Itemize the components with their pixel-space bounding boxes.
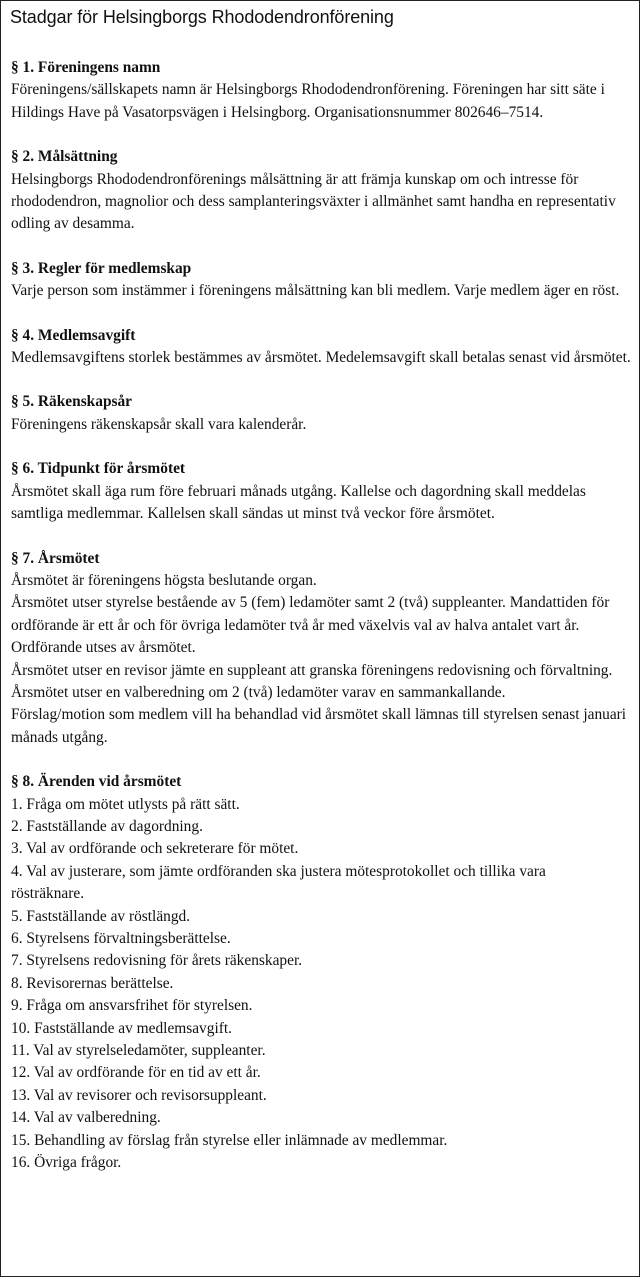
section-paragraph: Helsingborgs Rhododendronförenings målsättning är att främja kunskap om och intresse för rhododendron, magnolior och dess samplanteringsväxter i allmänhet samt handha en representativ odling av desamma. — [11, 170, 616, 233]
agenda-item: 4. Val av justerare, som jämte ordföranden ska justera mötesprotokollet och tillika vara rösträknare. — [11, 862, 546, 903]
section-heading: § 1. Föreningens namn — [11, 59, 161, 76]
section-paragraph: Förslag/motion som medlem vill ha behandlad vid årsmötet skall lämnas till styrelsen senast januari månads utgång. — [11, 706, 627, 746]
agenda-item: 10. Fastställande av medlemsavgift. — [11, 1019, 232, 1037]
agenda-item: 1. Fråga om mötet utlysts på rätt sätt. — [11, 795, 240, 813]
section-paragraph: Varje person som instämmer i föreningens målsättning kan bli medlem. Varje medlem äger en röst. — [11, 282, 620, 300]
agenda-item: 5. Fastställande av röstlängd. — [11, 907, 191, 925]
section-7 — [11, 548, 633, 750]
section-heading: § 3. Regler för medlemskap — [11, 259, 192, 277]
agenda-item: 15. Behandling av förslag från styrelse eller inlämnade av medlemmar. — [11, 1131, 448, 1149]
section-heading: § 8. Ärenden vid årsmötet — [11, 773, 182, 791]
section-3 — [11, 258, 633, 303]
agenda-item: 11. Val av styrelseledamöter, suppleanter. — [11, 1042, 266, 1060]
section-6 — [11, 458, 633, 525]
agenda-item: 12. Val av ordförande för en tid av ett år. — [11, 1064, 261, 1082]
section-heading: § 7. Årsmötet — [11, 549, 100, 567]
section-paragraph: Föreningens/sällskapets namn är Helsingborgs Rhododendronförening. Föreningen har sitt säte i Hildings Have på Vasatorpsvägen i Helsingborg. Organisationsnummer 802646–7514. — [11, 81, 605, 121]
section-heading: § 2. Målsättning — [11, 148, 118, 166]
section-paragraph: Medlemsavgiftens storlek bestämmes av årsmötet. Medelemsavgift skall betalas senast vid årsmötet. — [11, 349, 631, 367]
agenda-item: 8. Revisorernas berättelse. — [11, 974, 174, 992]
section-2 — [11, 146, 633, 236]
document-title: Stadgar för Helsingborgs Rhododendronförening — [10, 7, 394, 27]
section-heading: § 5. Räkenskapsår — [11, 393, 133, 411]
agenda-item: 2. Fastställande av dagordning. — [11, 817, 203, 835]
document-body — [11, 57, 633, 1196]
agenda-item: 6. Styrelsens förvaltningsberättelse. — [11, 930, 231, 947]
agenda-item: 13. Val av revisorer och revisorsuppleant. — [11, 1086, 267, 1104]
section-paragraph: Årsmötet utser en valberedning om 2 (två) ledamöter varav en sammankallande. — [11, 683, 506, 701]
section-5 — [11, 391, 633, 436]
section-paragraph: Föreningens räkenskapsår skall vara kalenderår. — [11, 415, 307, 433]
section-8 — [11, 771, 633, 1174]
section-paragraph: Årsmötet utser styrelse bestående av 5 (fem) ledamöter samt 2 (två) suppleanter. Mandattiden för ordförande är ett år och för övriga ledamöter två år med växelvis val av halva antalet vart år. — [11, 594, 610, 634]
section-paragraph: Årsmötet skall äga rum före februari månads utgång. Kallelse och dagordning skall meddelas samtliga medlemmar. Kallelsen skall sändas ut minst två veckor före årsmötet. — [11, 482, 586, 523]
section-paragraph: Årsmötet utser en revisor jämte en suppleant att granska föreningens redovisning och förvaltning. — [11, 661, 613, 679]
agenda-item: 9. Fråga om ansvarsfrihet för styrelsen. — [11, 997, 253, 1015]
section-paragraph: Ordförande utses av årsmötet. — [11, 639, 196, 657]
section-1 — [11, 57, 633, 124]
agenda-item: 14. Val av valberedning. — [11, 1109, 161, 1127]
agenda-item: 3. Val av ordförande och sekreterare för mötet. — [11, 840, 299, 858]
section-paragraph: Årsmötet är föreningens högsta beslutande organ. — [11, 571, 317, 589]
section-heading: § 4. Medlemsavgift — [11, 326, 136, 344]
agenda-item: 7. Styrelsens redovisning för årets räkenskaper. — [11, 952, 303, 970]
agenda-item: 16. Övriga frågor. — [11, 1154, 122, 1172]
section-heading: § 6. Tidpunkt för årsmötet — [11, 460, 186, 478]
section-4 — [11, 325, 633, 370]
